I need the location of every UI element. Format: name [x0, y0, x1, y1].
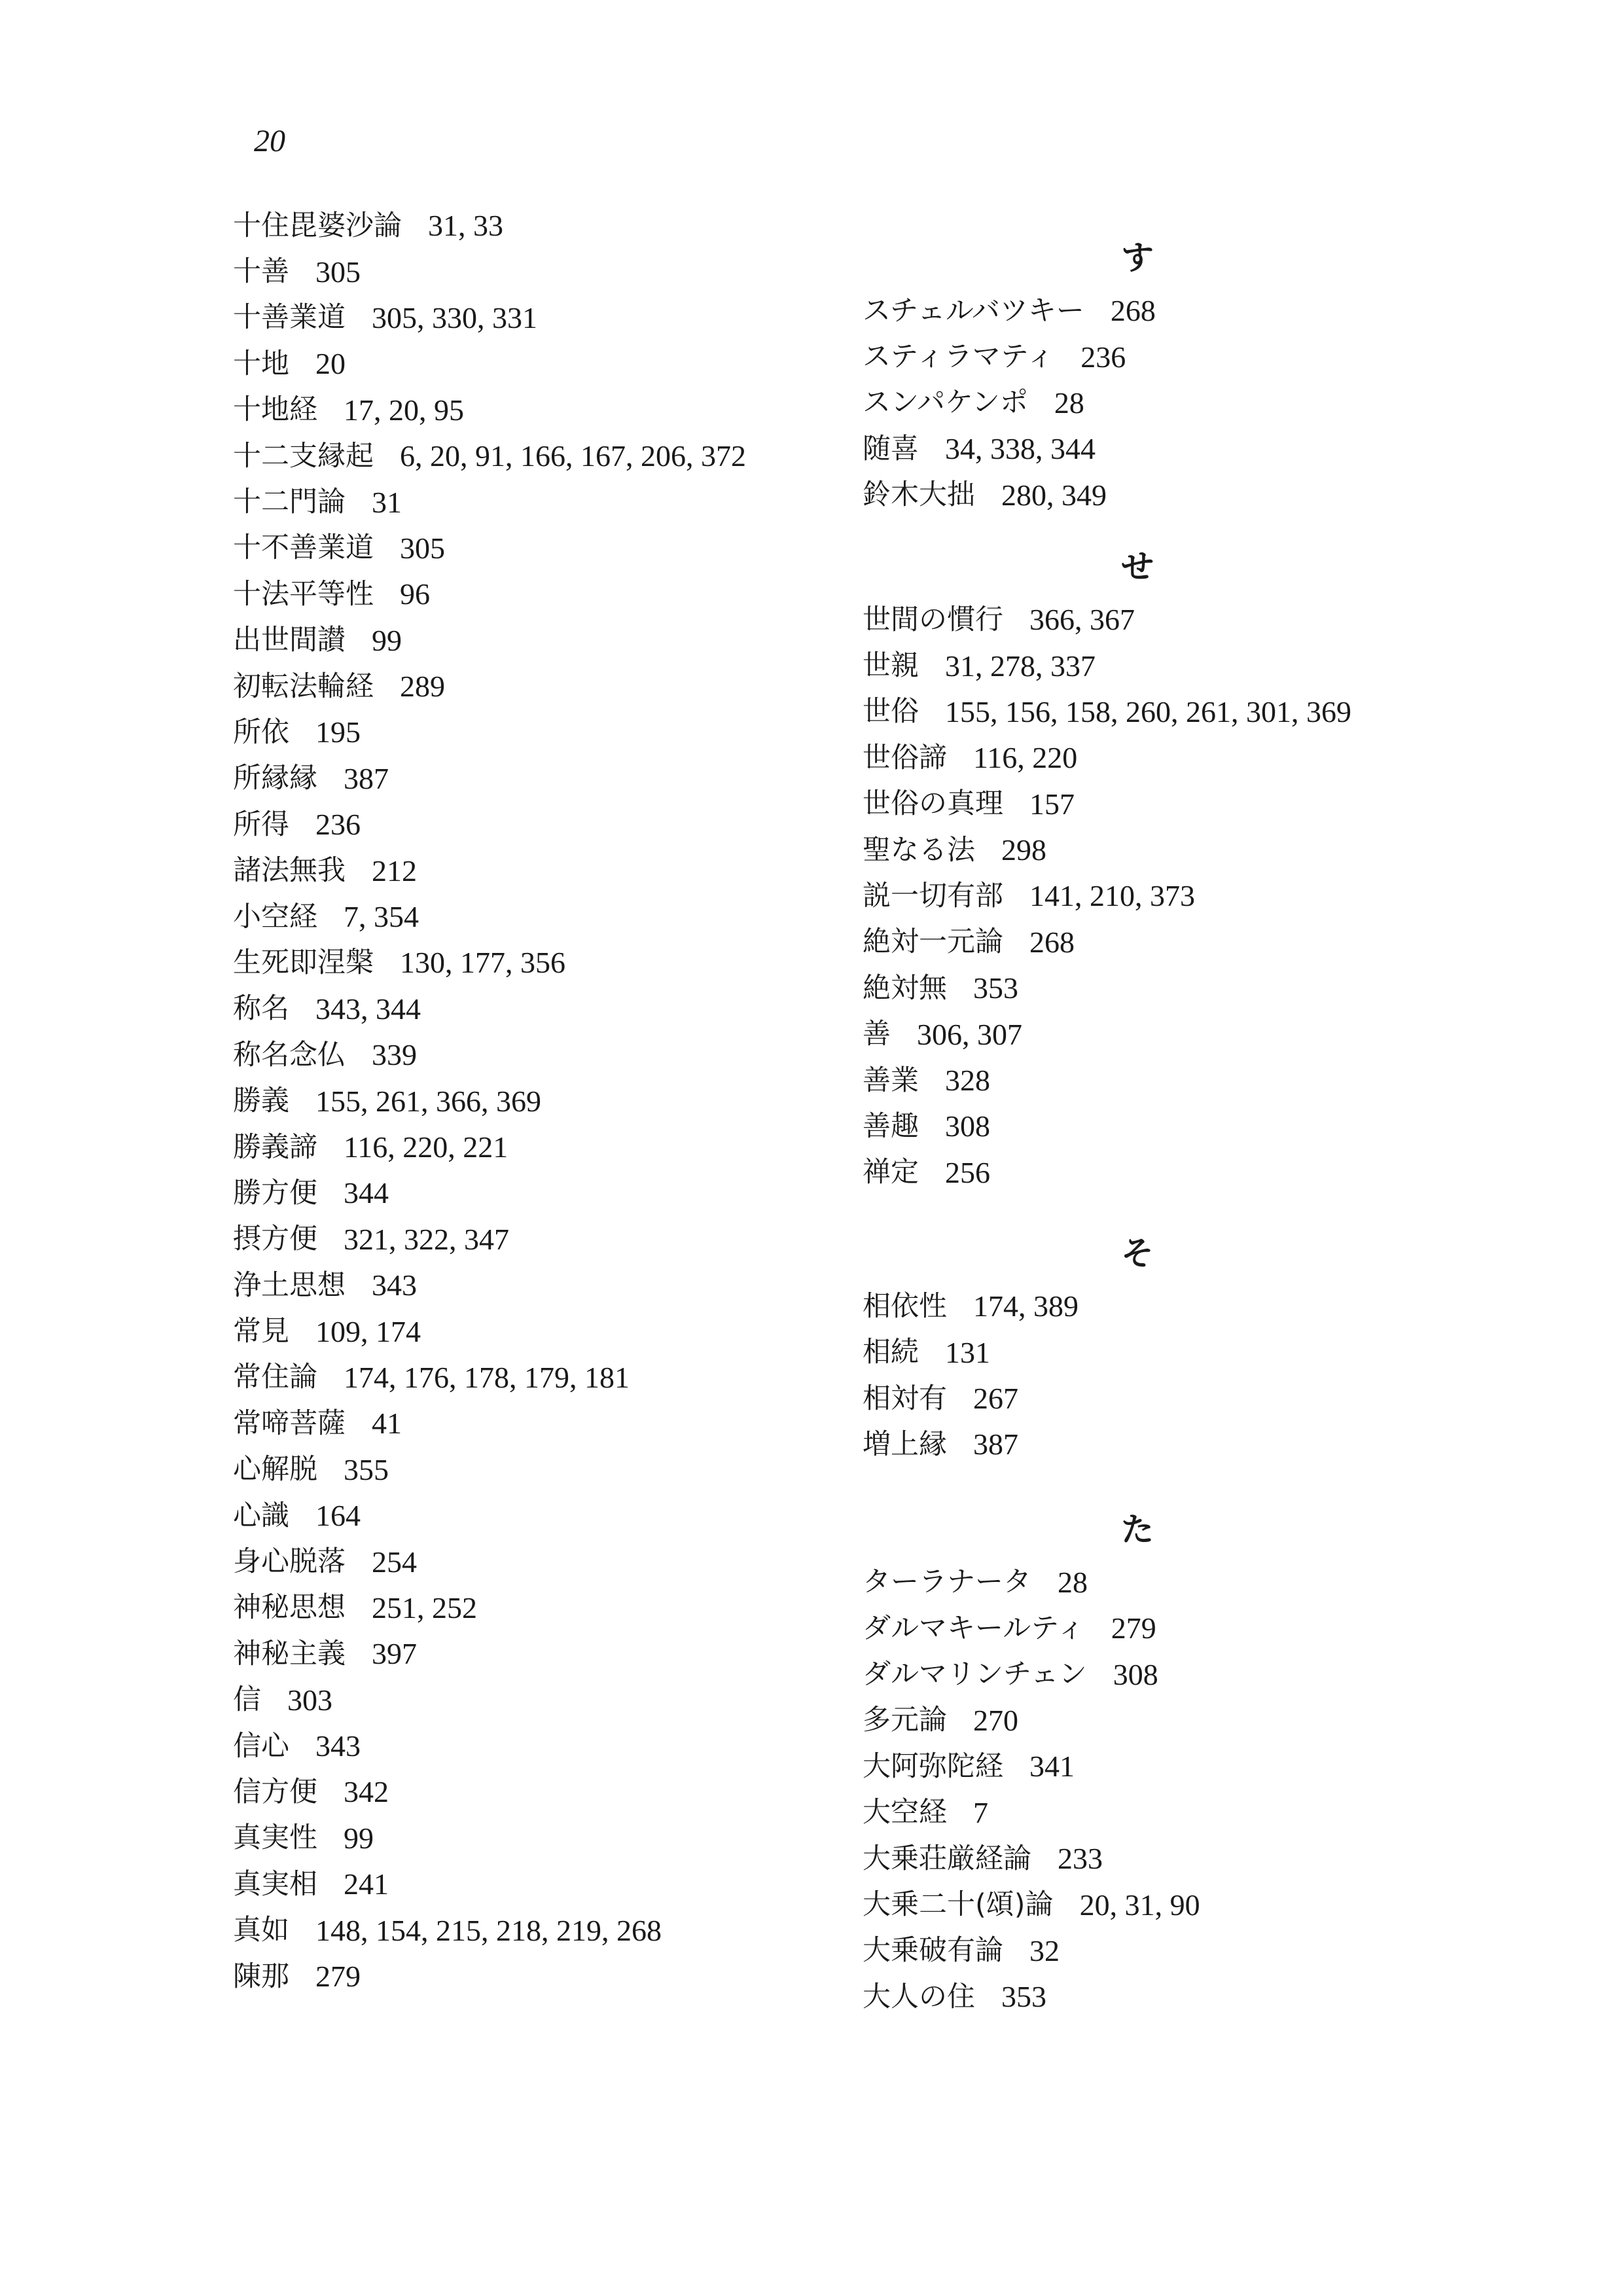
index-term: 常啼菩薩 [233, 1407, 346, 1440]
index-term: 称名 [233, 992, 289, 1026]
index-term: 大人の住 [863, 1980, 975, 2013]
index-page-refs: 155, 156, 158, 260, 261, 301, 369 [945, 694, 1351, 728]
index-term: 常見 [233, 1315, 289, 1348]
index-page-refs: 397 [372, 1637, 417, 1671]
index-term: 相続 [863, 1336, 919, 1369]
index-entry [233, 664, 887, 709]
index-entry [233, 986, 887, 1032]
index-page-refs: 130, 177, 356 [400, 946, 565, 980]
index-page-refs: 6, 20, 91, 166, 167, 206, 372 [400, 439, 746, 473]
index-page-refs: 308 [945, 1109, 990, 1143]
index-page-refs: 109, 174 [315, 1314, 421, 1348]
index-entry [233, 848, 887, 893]
index-entry [233, 1124, 887, 1170]
index-page-refs: 148, 154, 215, 218, 219, 268 [315, 1913, 662, 1947]
index-page-refs: 28 [1054, 386, 1084, 420]
index-term: 陳那 [233, 1960, 289, 1993]
index-term: 所得 [233, 808, 289, 841]
index-page-refs: 174, 389 [973, 1289, 1079, 1323]
index-entry [233, 709, 887, 755]
index-entry [863, 426, 1517, 472]
index-section [863, 1218, 1517, 1468]
index-page-refs: 254 [372, 1545, 417, 1579]
index-page-refs: 387 [973, 1427, 1018, 1462]
index-term: 信 [233, 1683, 261, 1717]
index-page-refs: 7, 354 [344, 900, 419, 934]
index-entry [233, 1032, 887, 1078]
index-term: 相対有 [863, 1382, 947, 1415]
index-page-refs: 20, 31, 90 [1079, 1888, 1200, 1922]
index-page-refs: 34, 338, 344 [945, 432, 1096, 466]
index-entry [863, 643, 1517, 689]
index-entry [233, 1677, 887, 1723]
index-page-refs: 289 [400, 670, 445, 704]
index-term: 説一切有部 [863, 879, 1003, 912]
index-term: 称名念仏 [233, 1038, 346, 1071]
index-page-refs: 41 [372, 1407, 402, 1441]
index-page-refs: 157 [1029, 787, 1075, 821]
index-entry [863, 873, 1517, 919]
index-term: 大乗破有論 [863, 1934, 1003, 1967]
index-term: 所依 [233, 715, 289, 749]
index-term: 十二支縁起 [233, 439, 374, 473]
index-term: スティラマティ [863, 340, 1055, 374]
index-page-refs: 31 [372, 485, 402, 519]
index-entry [233, 618, 887, 664]
index-term: 生死即涅槃 [233, 946, 374, 979]
index-page-refs: 268 [1110, 294, 1156, 328]
index-term: ダルマキールティ [863, 1611, 1085, 1645]
index-term: 諸法無我 [233, 854, 346, 888]
index-entry [863, 1974, 1517, 2020]
index-entry [863, 781, 1517, 827]
index-term: 浄土思想 [233, 1268, 346, 1302]
index-term: 禅定 [863, 1156, 919, 1189]
index-entry [233, 1723, 887, 1769]
index-term: 大空経 [863, 1796, 947, 1829]
index-term: 世間の慣行 [863, 603, 1003, 636]
index-entry [233, 1539, 887, 1585]
index-page-refs: 131 [945, 1335, 990, 1369]
index-page-refs: 256 [945, 1155, 990, 1189]
section-heading: す [1121, 239, 1154, 277]
index-page-refs: 342 [344, 1775, 389, 1809]
index-page-refs: 31, 33 [428, 209, 503, 243]
index-page-refs: 31, 278, 337 [945, 649, 1096, 683]
index-term: 善 [863, 1018, 891, 1051]
index-entry [863, 1011, 1517, 1057]
index-entry [863, 1698, 1517, 1744]
index-term: 世俗の真理 [863, 787, 1003, 821]
index-section [863, 1494, 1517, 2020]
index-entry [233, 1769, 887, 1815]
index-entry [233, 433, 887, 479]
index-page-refs: 366, 367 [1029, 603, 1135, 637]
index-term: 大乗荘厳経論 [863, 1842, 1031, 1875]
index-entry [863, 1058, 1517, 1103]
index-page-refs: 341 [1029, 1749, 1075, 1784]
index-column-left [233, 203, 887, 2000]
index-page-refs: 305, 330, 331 [372, 300, 537, 334]
index-term: 十地経 [233, 393, 317, 427]
index-term: 十地 [233, 347, 289, 380]
page-number: 20 [254, 124, 285, 158]
index-entry [233, 1493, 887, 1539]
index-entry [863, 1376, 1517, 1422]
section-heading: そ [1121, 1234, 1154, 1273]
index-term: 真実相 [233, 1867, 317, 1901]
index-entry [233, 894, 887, 940]
index-term: 十不善業道 [233, 531, 374, 565]
index-entry [863, 1882, 1517, 1928]
index-entry [863, 288, 1517, 334]
index-page-refs: 305 [400, 531, 445, 565]
index-page-refs: 32 [1029, 1933, 1060, 1967]
index-entry [863, 1329, 1517, 1375]
index-entry [863, 597, 1517, 643]
index-entry [233, 1170, 887, 1216]
index-term: 所縁縁 [233, 762, 317, 795]
index-term: 信心 [233, 1729, 289, 1763]
index-term: 初転法輪経 [233, 670, 374, 703]
index-term: 真実性 [233, 1821, 317, 1855]
index-page-refs: 321, 322, 347 [344, 1222, 509, 1256]
index-page-refs: 339 [372, 1038, 417, 1072]
index-entry [233, 249, 887, 295]
index-term: スチェルバツキー [863, 294, 1084, 327]
index-entry [233, 479, 887, 525]
index-page-refs: 241 [344, 1867, 389, 1901]
index-term: 十善業道 [233, 301, 346, 334]
index-column-right [863, 229, 1517, 2026]
index-term: 絶対一元論 [863, 925, 1003, 959]
index-page-refs: 155, 261, 366, 369 [315, 1084, 541, 1118]
index-page-refs: 343 [315, 1729, 361, 1763]
section-heading: せ [1121, 547, 1154, 586]
index-entry [863, 1744, 1517, 1789]
index-entry [863, 920, 1517, 965]
index-page-refs: 236 [315, 808, 361, 842]
index-entry [233, 1078, 887, 1124]
index-entry [863, 689, 1517, 735]
index-term: スンパケンポ [863, 386, 1028, 420]
index-page-refs: 233 [1058, 1842, 1103, 1876]
index-page-refs: 343 [372, 1268, 417, 1302]
index-term: 世親 [863, 649, 919, 683]
index-page-refs: 28 [1058, 1565, 1088, 1599]
index-page-refs: 353 [1001, 1980, 1046, 2014]
index-entry [863, 473, 1517, 518]
index-entry [233, 571, 887, 617]
index-term: 相依性 [863, 1289, 947, 1323]
index-section [863, 531, 1517, 1196]
index-page-refs: 164 [315, 1499, 361, 1533]
index-term: 大阿弥陀経 [863, 1749, 1003, 1783]
index-page-refs: 20 [315, 347, 346, 381]
index-entry [863, 1103, 1517, 1149]
index-page-refs: 279 [315, 1960, 361, 1994]
index-entry [863, 1836, 1517, 1882]
index-entry [233, 295, 887, 341]
index-entry [233, 1816, 887, 1861]
index-term: 神秘主義 [233, 1637, 346, 1670]
index-entry [863, 380, 1517, 426]
index-entry [233, 1954, 887, 2000]
index-page-refs: 99 [344, 1821, 374, 1855]
index-page-refs: 279 [1111, 1611, 1156, 1645]
index-page-refs: 387 [344, 761, 389, 795]
index-page-refs: 353 [973, 971, 1018, 1005]
index-page-refs: 251, 252 [372, 1590, 477, 1624]
index-term: 心解脱 [233, 1453, 317, 1486]
index-page-refs: 306, 307 [917, 1017, 1022, 1051]
index-page-refs: 298 [1001, 833, 1046, 867]
index-term: 十法平等性 [233, 577, 374, 611]
index-page-refs: 174, 176, 178, 179, 181 [344, 1360, 630, 1394]
index-entry [233, 526, 887, 571]
index-term: 勝方便 [233, 1176, 317, 1210]
index-term: 勝義諦 [233, 1130, 317, 1164]
index-term: ターラナータ [863, 1566, 1031, 1599]
index-entry [233, 940, 887, 986]
index-term: 世俗 [863, 695, 919, 728]
index-entry [233, 1263, 887, 1308]
index-term: 随喜 [863, 432, 919, 465]
index-entry [863, 334, 1517, 380]
index-page-refs: 99 [372, 623, 402, 657]
index-term: 鈴木大拙 [863, 478, 975, 512]
index-entry [233, 1308, 887, 1354]
index-entry [233, 1631, 887, 1677]
index-entry [233, 387, 887, 433]
index-term: 勝義 [233, 1085, 289, 1118]
index-page-refs: 116, 220, 221 [344, 1130, 508, 1164]
index-entry [233, 1401, 887, 1446]
index-page-refs: 270 [973, 1703, 1018, 1737]
index-entry [233, 756, 887, 802]
index-page-refs: 212 [372, 853, 417, 888]
index-term: 聖なる法 [863, 833, 975, 867]
index-term: 十住毘婆沙論 [233, 209, 402, 242]
index-entry [863, 965, 1517, 1011]
index-term: 信方便 [233, 1775, 317, 1808]
index-term: 十善 [233, 255, 289, 289]
index-entry [863, 1283, 1517, 1329]
index-entry [233, 1907, 887, 1953]
index-page-refs: 236 [1080, 340, 1126, 374]
index-term: 大乗二十(頌)論 [863, 1888, 1054, 1922]
index-page-refs: 195 [315, 715, 361, 749]
index-entry [233, 1861, 887, 1907]
index-page-refs: 116, 220 [973, 741, 1078, 775]
index-entry [863, 1560, 1517, 1605]
index-entry [233, 1355, 887, 1401]
index-term: ダルマリンチェン [863, 1658, 1087, 1691]
index-term: 出世間讃 [233, 624, 346, 657]
index-entry [233, 802, 887, 848]
index-entry [863, 827, 1517, 873]
index-entry [233, 1217, 887, 1263]
index-entry [863, 1928, 1517, 1974]
index-term: 真如 [233, 1914, 289, 1947]
index-page-refs: 344 [344, 1176, 389, 1210]
index-entry [863, 735, 1517, 781]
index-page-refs: 7 [973, 1795, 988, 1829]
index-term: 増上縁 [863, 1427, 947, 1461]
index-term: 善趣 [863, 1109, 919, 1143]
index-entry [233, 1447, 887, 1493]
index-page-refs: 96 [400, 577, 430, 611]
index-page-refs: 280, 349 [1001, 478, 1107, 512]
index-term: 常住論 [233, 1361, 317, 1394]
index-term: 小空経 [233, 900, 317, 933]
index-term: 絶対無 [863, 971, 947, 1005]
index-term: 神秘思想 [233, 1591, 346, 1624]
index-page-refs: 267 [973, 1382, 1018, 1415]
index-page-refs: 355 [344, 1452, 389, 1486]
index-page-refs: 308 [1113, 1657, 1158, 1691]
index-entry [233, 341, 887, 387]
index-page-refs: 268 [1029, 925, 1075, 959]
section-heading: た [1121, 1510, 1154, 1549]
index-page-refs: 328 [945, 1064, 990, 1098]
index-entry [863, 1150, 1517, 1196]
index-entry [233, 1585, 887, 1631]
index-term: 多元論 [863, 1704, 947, 1737]
index-entry [863, 1790, 1517, 1836]
index-page-refs: 141, 210, 373 [1029, 879, 1195, 913]
index-term: 身心脱落 [233, 1545, 346, 1579]
index-entry [233, 203, 887, 249]
index-term: 摂方便 [233, 1223, 317, 1256]
index-page-refs: 303 [287, 1683, 332, 1717]
index-page-refs: 17, 20, 95 [344, 393, 464, 427]
index-term: 世俗諦 [863, 741, 947, 774]
index-term: 心識 [233, 1499, 289, 1532]
index-entry [863, 1605, 1517, 1651]
index-page-refs: 343, 344 [315, 992, 421, 1026]
index-entry [863, 1422, 1517, 1467]
index-term: 十二門論 [233, 486, 346, 519]
index-page-refs: 305 [315, 255, 361, 289]
index-term: 善業 [863, 1064, 919, 1097]
index-section [863, 223, 1517, 518]
index-entry [863, 1651, 1517, 1697]
